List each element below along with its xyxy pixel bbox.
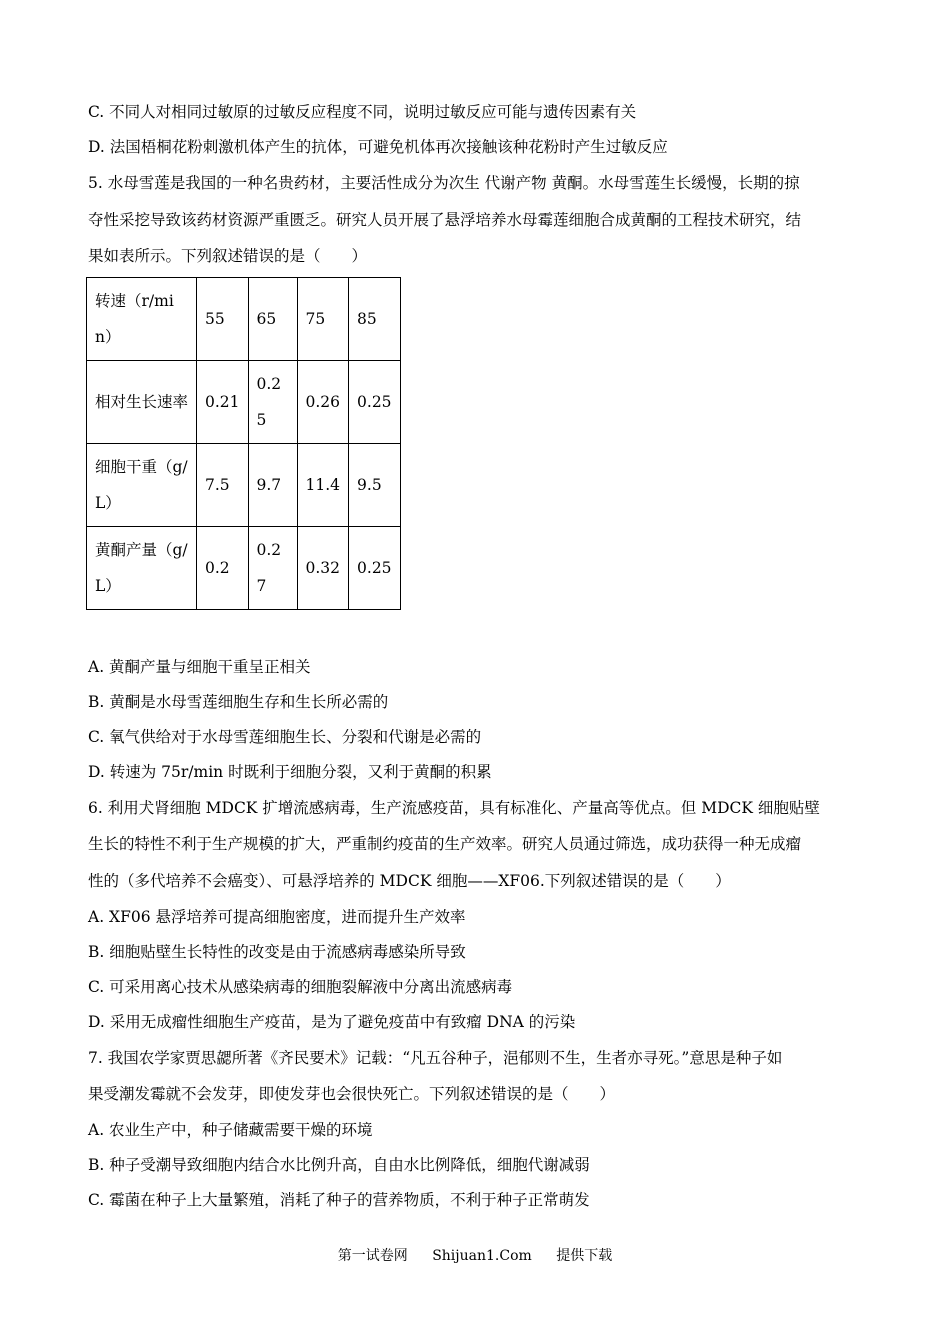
- table-cell: 0.25: [349, 361, 401, 444]
- option-7c: C. 霉菌在种子上大量繁殖，消耗了种子的营养物质，不利于种子正常萌发: [88, 1191, 590, 1209]
- table-cell: 0.21: [197, 361, 249, 444]
- row-header-growth-rate: 相对生长速率: [87, 361, 197, 444]
- option-4d: D. 法国梧桐花粉刺激机体产生的抗体，可避免机体再次接触该种花粉时产生过敏反应: [88, 138, 668, 156]
- table-cell: 85: [349, 278, 401, 361]
- table-row: [87, 361, 401, 444]
- option-6b: B. 细胞贴壁生长特性的改变是由于流感病毒感染所导致: [88, 943, 466, 961]
- question-7-line-1: 7. 我国农学家贾思勰所著《齐民要术》记载：“凡五谷种子，浥郁则不生，生者亦寻死。”意思是种子如: [88, 1049, 783, 1067]
- table-cell: 75: [297, 278, 349, 361]
- table-cell: 7.5: [197, 444, 249, 527]
- footer-site-url: Shijuan1.Com: [432, 1248, 532, 1264]
- table-row: [87, 278, 401, 361]
- option-6c: C. 可采用离心技术从感染病毒的细胞裂解液中分离出流感病毒: [88, 978, 513, 996]
- question-5-line-1: 5. 水母雪莲是我国的一种名贵药材，主要活性成分为次生 代谢产物 黄酮。水母雪莲生长缓慢，长期的掠: [88, 174, 800, 192]
- question-5-line-3: 果如表所示。下列叙述错误的是（ ）: [88, 247, 368, 265]
- table-cell: 0.27: [248, 527, 297, 610]
- option-7a: A. 农业生产中，种子储藏需要干燥的环境: [88, 1121, 373, 1139]
- table-row: [87, 444, 401, 527]
- question-6-line-2: 生长的特性不利于生产规模的扩大，严重制约疫苗的生产效率。研究人员通过筛选，成功获得一种无成瘤: [88, 835, 802, 853]
- page-footer: [0, 1247, 950, 1265]
- data-table: [86, 277, 401, 610]
- question-7-line-2: 果受潮发霉就不会发芽，即使发芽也会很快死亡。下列叙述错误的是（ ）: [88, 1085, 616, 1103]
- option-6d: D. 采用无成瘤性细胞生产疫苗，是为了避免疫苗中有致瘤 DNA 的污染: [88, 1013, 576, 1031]
- question-6-line-3: 性的（多代培养不会癌变）、可悬浮培养的 MDCK 细胞——XF06.下列叙述错误的是（ ）: [88, 872, 731, 890]
- table-cell: 0.2: [197, 527, 249, 610]
- row-header-flavonoid-yield: 黄酮产量（g/L）: [87, 527, 197, 610]
- table-cell: 0.26: [297, 361, 349, 444]
- table-cell: 0.25: [248, 361, 297, 444]
- question-6-line-1: 6. 利用犬肾细胞 MDCK 扩增流感病毒，生产流感疫苗，具有标准化、产量高等优点。但 MDCK 细胞贴壁: [88, 799, 820, 817]
- table-cell: 11.4: [297, 444, 349, 527]
- option-6a: A. XF06 悬浮培养可提高细胞密度，进而提升生产效率: [88, 908, 466, 926]
- footer-site-name: 第一试卷网: [337, 1248, 408, 1264]
- table-cell: 65: [248, 278, 297, 361]
- option-5a: A. 黄酮产量与细胞干重呈正相关: [88, 658, 311, 676]
- table-cell: 9.7: [248, 444, 297, 527]
- option-5d: D. 转速为 75r/min 时既利于细胞分裂，又利于黄酮的积累: [88, 763, 492, 781]
- option-4c: C. 不同人对相同过敏原的过敏反应程度不同，说明过敏反应可能与遗传因素有关: [88, 103, 637, 121]
- footer-download-text: 提供下载: [556, 1248, 613, 1264]
- table-cell: 9.5: [349, 444, 401, 527]
- table-row: [87, 527, 401, 610]
- row-header-dry-weight: 细胞干重（g/L）: [87, 444, 197, 527]
- question-5-line-2: 夺性采挖导致该药材资源严重匮乏。研究人员开展了悬浮培养水母霉莲细胞合成黄酮的工程技术研究，结: [88, 211, 802, 229]
- row-header-rotation-speed: 转速（r/min）: [87, 278, 197, 361]
- option-5c: C. 氧气供给对于水母雪莲细胞生长、分裂和代谢是必需的: [88, 728, 482, 746]
- table-cell: 0.32: [297, 527, 349, 610]
- option-7b: B. 种子受潮导致细胞内结合水比例升高，自由水比例降低，细胞代谢减弱: [88, 1156, 590, 1174]
- option-5b: B. 黄酮是水母雪莲细胞生存和生长所必需的: [88, 693, 389, 711]
- table-cell: 55: [197, 278, 249, 361]
- table-cell: 0.25: [349, 527, 401, 610]
